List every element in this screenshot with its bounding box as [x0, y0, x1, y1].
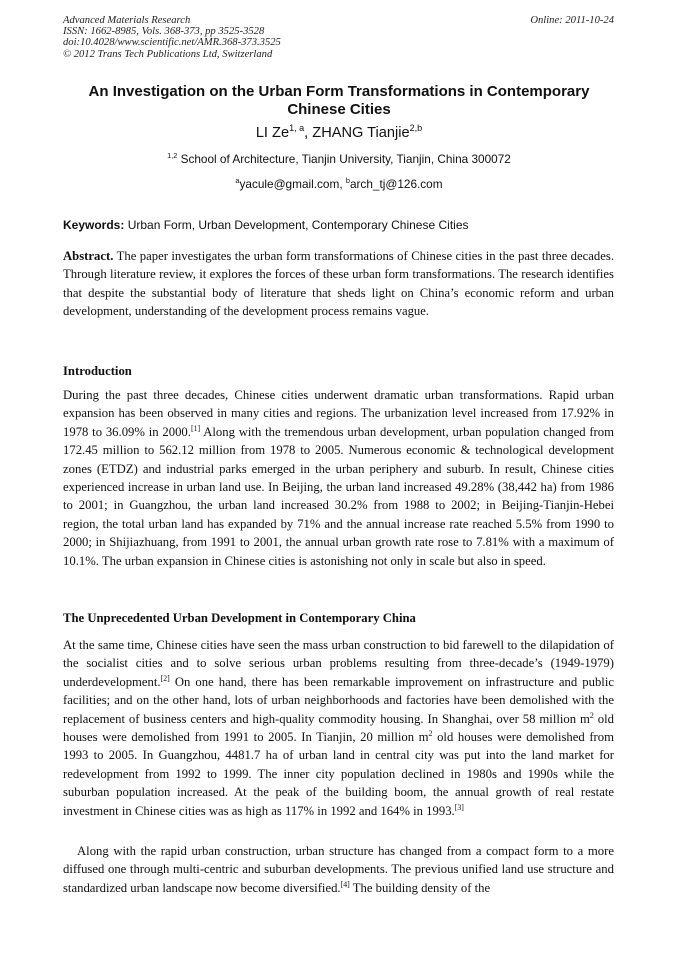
affiliation	[63, 152, 615, 166]
email-b-sup: b	[345, 176, 350, 186]
author-2-name: ZHANG Tianjie	[312, 125, 410, 141]
issn-line: ISSN: 1662-8985, Vols. 368-373, pp 3525-3528	[63, 26, 265, 38]
unprecedented-paragraph-1	[63, 636, 614, 820]
paragraph-text: old houses were demolished from 1991 to 2005. In Tianjin, 20 million m	[63, 711, 614, 745]
online-date: Online: 2011-10-24	[530, 15, 614, 26]
paragraph-text: Along with the tremendous urban development, urban population changed from 172.45 million to 562.12 million from 1978 to 2005. Numerous economic & technological development zones (ETDZ) and industrial parks emerged in the urban periphery and suburb. In result, Chinese cities experienced increase in urban land use. In Beijing, the urban land increased 49.28% (38,442 ha) from 1986 to 2001; in Guangzhou, the urban land increased 30.2% from 1988 to 2002; in Beijing-Tianjin-Hebei region, the total urban land has expanded by 71% and the annual increase rate reached 5.5% from 1990 to 2000; in Shijiazhuang, from 1991 to 2001, the annual urban growth rate rose to 7.81% with a maximum of 10.1%. The urban expansion in Chinese cities is astonishing not only in scale but also in speed.	[63, 424, 614, 568]
author-line	[63, 124, 615, 142]
paragraph-text: old houses were demolished from 1993 to 2005. In Guangzhou, 4481.7 ha of urban land in central city was put into the land market for redevelopment from 1992 to 1999. The inner city population declined in 1980s and 1990s while the suburban population increased. At the peak of the building boom, the annual growth of real restate investment in Chinese cities was as high as 117% in 1992 and 164% in 1993.	[63, 730, 614, 818]
unprecedented-paragraph-2	[63, 842, 614, 897]
journal-header-block	[63, 15, 281, 60]
abstract	[63, 247, 614, 321]
paper-title: An Investigation on the Urban Form Transformations in Contemporary Chinese Cities	[88, 83, 590, 118]
citation-ref: [1]	[190, 423, 201, 433]
introduction-paragraph	[63, 386, 614, 570]
keywords-label: Keywords:	[63, 218, 125, 232]
author-2-sup: 2,b	[409, 123, 423, 134]
citation-ref: [3]	[454, 802, 464, 812]
author-1-sup: 1, a	[289, 123, 305, 134]
abstract-label: Abstract.	[63, 249, 114, 263]
section-heading-introduction: Introduction	[63, 364, 132, 378]
keywords-text: Urban Form, Urban Development, Contemporary Chinese Cities	[124, 218, 469, 232]
section-heading-unprecedented: The Unprecedented Urban Development in Contemporary China	[63, 611, 416, 625]
paragraph-text: During the past three decades, Chinese cities underwent dramatic urban transformations. Rapid urban expansion has been observed in many cities and regions. The urbanization level increased from 17.92% in 1978 to 36.09% in 2000.	[63, 388, 614, 439]
paragraph-text: The building density of the	[349, 880, 491, 895]
journal-name: Advanced Materials Research	[63, 15, 191, 26]
affiliation-text: School of Architecture, Tianjin University, Tianjin, China 300072	[177, 152, 511, 166]
email-line	[63, 177, 615, 191]
copyright-line: © 2012 Trans Tech Publications Ltd, Switzerland	[63, 48, 273, 60]
keywords	[63, 218, 615, 232]
email-a-sup: a	[235, 176, 240, 186]
unit-superscript: 2	[589, 710, 594, 720]
doi-line: doi:10.4028/www.scientific.net/AMR.368-373.3525	[63, 37, 281, 49]
unit-superscript: 2	[428, 728, 433, 738]
citation-ref: [2]	[160, 673, 170, 683]
affiliation-sup: 1,2	[167, 151, 178, 161]
paragraph-text: Along with the rapid urban construction, urban structure has changed from a compact form to a more diffused one through multi-centric and suburban developments. The previous unified land use structure and standardized urban landscape now become diversified.	[63, 844, 614, 895]
author-separator: ,	[304, 125, 313, 141]
abstract-text: The paper investigates the urban form transformations of Chinese cities in the past three decades. Through literature review, it explores the forces of these urban form transformations. The research identifies that despite the substantial body of literature that sheds light on China’s economic reform and urban development, understanding of the development process remains vague.	[63, 249, 614, 319]
paragraph-text: On one hand, there has been remarkable improvement on infrastructure and public facilities; and on the other hand, lots of urban neighborhoods and factories have been demolished with the replacement of business centers and high-quality commodity housing. In Shanghai, over 58 million m	[63, 674, 614, 726]
email-b: arch_tj@126.com	[349, 177, 443, 191]
email-a: yacule@gmail.com,	[239, 177, 346, 191]
author-1-name: LI Ze	[255, 125, 290, 141]
paragraph-text: At the same time, Chinese cities have seen the mass urban construction to bid farewell to the dilapidation of the socialist cities and to solve serious urban problems resulting from three-decade’s (1949-1979) underdevelopment.	[63, 638, 614, 689]
citation-ref: [4]	[340, 879, 350, 889]
